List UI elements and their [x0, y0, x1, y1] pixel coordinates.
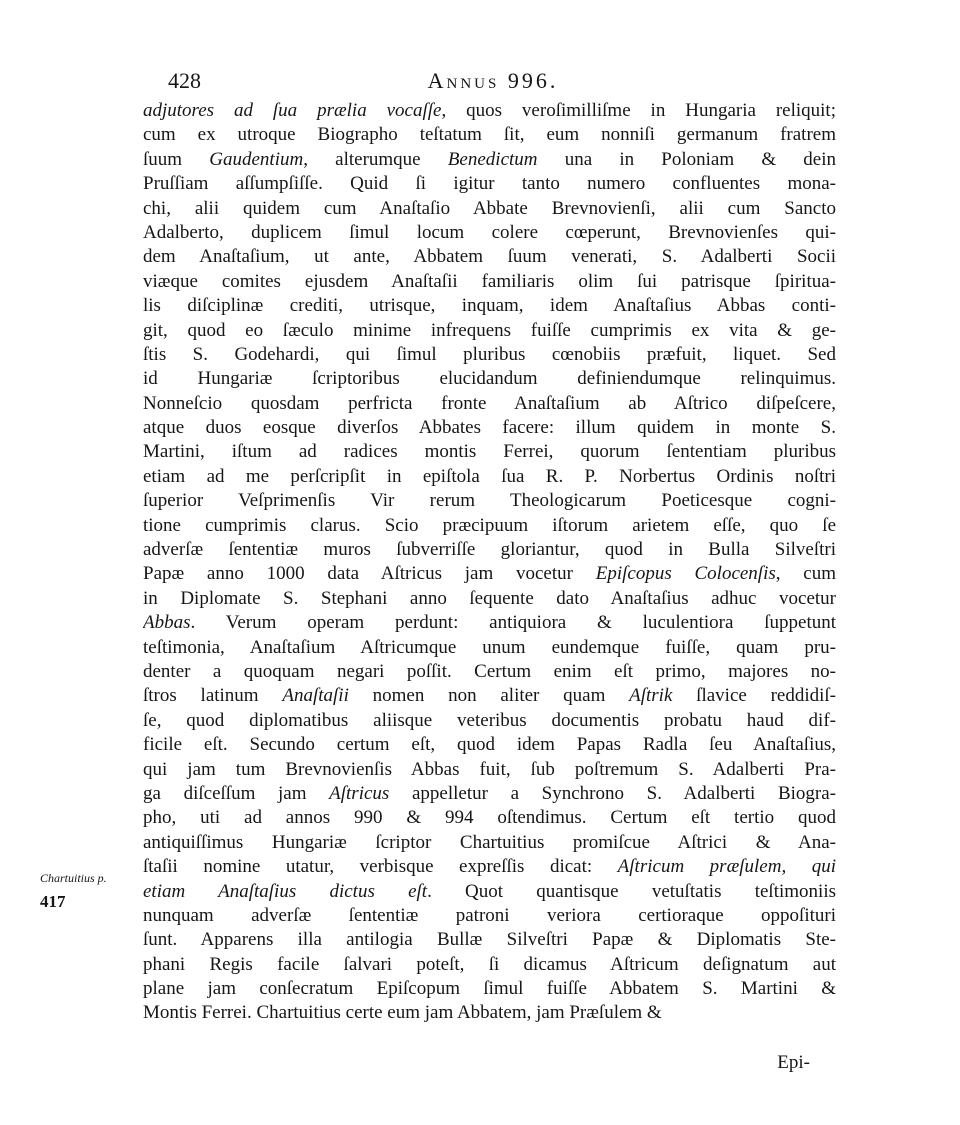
italic-text: Aſtricus: [329, 782, 390, 804]
text-line: [143, 758, 836, 782]
margin-note-source: Chartuitius p.: [40, 871, 107, 885]
text-run: Adalberto, duplicem ſimul locum colere cœperunt, Brevnovienſes qui-: [143, 221, 836, 243]
text-run: Martini, iſtum ad radices montis Ferrei, quorum ſententiam pluribus: [143, 441, 836, 463]
text-run: . Quot quantisque vetuſtatis teſtimoniis: [427, 880, 836, 902]
text-line: [143, 416, 836, 440]
text-line: [143, 562, 836, 586]
text-line: [143, 245, 836, 269]
text-run: ſuperior Veſprimenſis Vir rerum Theologicarum Poeticesque cogni-: [143, 490, 836, 512]
text-run: ſe, quod diplomatibus aliisque veteribus documentis probatu haud dif-: [143, 709, 836, 731]
text-line: [143, 367, 836, 391]
text-run: plane jam conſecratum Epiſcopum ſimul fuiſſe Abbatem S. Martini &: [143, 978, 836, 1000]
text-line: [143, 440, 836, 464]
text-line: [143, 611, 836, 635]
italic-text: Benedictum: [447, 148, 538, 170]
text-line: [143, 880, 836, 904]
text-line: [143, 953, 836, 977]
page-number: 428: [168, 68, 201, 93]
text-run: , quos veroſimilliſme in Hungaria reliquit;: [441, 100, 836, 121]
italic-text: Aſtrik: [629, 685, 673, 707]
text-run: una in Poloniam & dein: [537, 148, 836, 170]
italic-text: Abbas: [143, 612, 191, 634]
body-text: [143, 99, 836, 1026]
text-line: [143, 831, 836, 855]
text-run: , alterumque: [303, 148, 448, 170]
text-run: in Diplomate S. Stephani anno ſequente dato Anaſtaſius adhuc vocetur: [143, 587, 836, 609]
text-line: [143, 197, 836, 221]
text-run: nomen non aliter quam: [348, 685, 630, 707]
text-run: tione cumprimis clarus. Scio præcipuum iſtorum arietem eſſe, quo ſe: [143, 514, 836, 536]
text-line: [143, 172, 836, 196]
text-run: , cum: [775, 563, 836, 585]
catchword: Epi-: [777, 1052, 810, 1073]
text-line: [143, 684, 836, 708]
text-run: ſlavice reddidiſ-: [672, 685, 836, 707]
text-run: Montis Ferrei. Chartuitius certe eum jam Abbatem, jam Præſulem &: [143, 1002, 662, 1024]
text-line: [143, 123, 836, 147]
text-line: [143, 392, 836, 416]
text-run: antiquiſſimus Hungariæ ſcriptor Chartuitius promiſcue Aſtrici & Ana-: [143, 831, 836, 853]
text-run: ſtaſii nomine utatur, verbisque expreſſis dicat:: [143, 856, 618, 878]
text-run: appelletur a Synchrono S. Adalberti Biogra-: [389, 782, 836, 804]
text-line: [143, 928, 836, 952]
text-run: Papæ anno 1000 data Aſtricus jam vocetur: [143, 563, 596, 585]
text-run: lis diſciplinæ crediti, utrisque, inquam, idem Anaſtaſius Abbas conti-: [143, 295, 836, 317]
text-run: ſtros latinum: [143, 685, 283, 707]
text-line: [143, 465, 836, 489]
text-line: [143, 489, 836, 513]
text-run: ficile eſt. Secundo certum eſt, quod idem Papas Radla ſeu Anaſtaſius,: [143, 734, 836, 756]
italic-text: Anaſtaſii: [282, 685, 349, 707]
text-run: ga diſceſſum jam: [143, 782, 330, 804]
text-run: . Verum operam perdunt: antiquiora & luculentiora ſuppetunt: [190, 612, 836, 634]
text-line: [143, 148, 836, 172]
text-line: [143, 709, 836, 733]
text-run: qui jam tum Brevnovienſis Abbas fuit, ſub poſtremum S. Adalberti Pra-: [143, 758, 836, 780]
text-run: ſunt. Apparens illa antilogia Bullæ Silveſtri Papæ & Diplomatis Ste-: [143, 929, 836, 951]
italic-text: Aſtricum præſulem, qui: [617, 856, 836, 878]
text-line: [143, 733, 836, 757]
margin-note: [40, 866, 140, 914]
text-run: atque duos eosque diverſos Abbates facere: illum quidem in monte S.: [143, 417, 836, 439]
text-run: ſtis S. Godehardi, qui ſimul pluribus cœnobiis præfuit, liquet. Sed: [143, 343, 836, 365]
italic-text: adjutores ad ſua prælia vocaſſe: [143, 100, 442, 121]
italic-text: Epiſcopus Colocenſis: [595, 563, 776, 585]
text-line: [143, 587, 836, 611]
text-run: Pruſſiam aſſumpſiſſe. Quid ſi igitur tanto numero confluentes mona-: [143, 173, 836, 195]
text-run: denter a quoquam negari poſſit. Certum enim eſt primo, majores no-: [143, 660, 836, 682]
text-run: adverſæ ſententiæ muros ſubverriſſe gloriantur, quod in Bulla Silveſtri: [143, 539, 836, 561]
text-run: ſuum: [143, 148, 210, 170]
text-line: [143, 782, 836, 806]
text-run: etiam ad me perſcripſit in epiſtola ſua R. P. Norbertus Ordinis noſtri: [143, 465, 836, 487]
text-line: [143, 538, 836, 562]
text-line: [143, 855, 836, 879]
text-run: dem Anaſtaſium, ut ante, Abbatem ſuum venerati, S. Adalberti Socii: [143, 246, 836, 268]
text-run: chi, alii quidem cum Anaſtaſio Abbate Brevnovienſi, alii cum Sancto: [143, 197, 836, 219]
text-line: [143, 806, 836, 830]
text-line: [143, 904, 836, 928]
text-line: [143, 99, 836, 123]
text-run: cum ex utroque Biographo teſtatum ſit, eum nonniſi germanum fratrem: [143, 124, 836, 146]
text-run: pho, uti ad annos 990 & 994 oſtendimus. Certum eſt tertio quod: [143, 807, 836, 829]
text-line: [143, 319, 836, 343]
text-run: viæque comites ejusdem Anaſtaſii familiaris olim ſui patrisque ſpiritua-: [143, 270, 836, 292]
text-line: [143, 343, 836, 367]
text-line: [143, 660, 836, 684]
text-run: Nonneſcio quosdam perfricta fronte Anaſtaſium ab Aſtrico diſpeſcere,: [143, 392, 836, 414]
text-line: [143, 221, 836, 245]
text-line: [143, 514, 836, 538]
text-run: phani Regis facile ſalvari poteſt, ſi dicamus Aſtricum deſignatum aut: [143, 953, 836, 975]
text-run: git, quod eo ſæculo minime infrequens fuiſſe cumprimis ex vita & ge-: [143, 319, 836, 341]
text-run: nunquam adverſæ ſententiæ patroni veriora certioraque oppoſituri: [143, 904, 836, 926]
italic-text: Gaudentium: [209, 148, 304, 170]
page-header: [168, 68, 818, 100]
italic-text: etiam Anaſtaſius dictus eſt: [143, 880, 428, 902]
text-line: [143, 294, 836, 318]
text-run: teſtimonia, Anaſtaſium Aſtricumque unum eundemque fuiſſe, quam pru-: [143, 636, 836, 658]
running-head: Annus 996.: [427, 68, 559, 93]
text-line: [143, 270, 836, 294]
text-line: [143, 1001, 836, 1025]
margin-note-page: 417: [40, 892, 66, 911]
text-run: id Hungariæ ſcriptoribus elucidandum definiendumque relinquimus.: [143, 368, 836, 390]
text-line: [143, 977, 836, 1001]
text-line: [143, 636, 836, 660]
